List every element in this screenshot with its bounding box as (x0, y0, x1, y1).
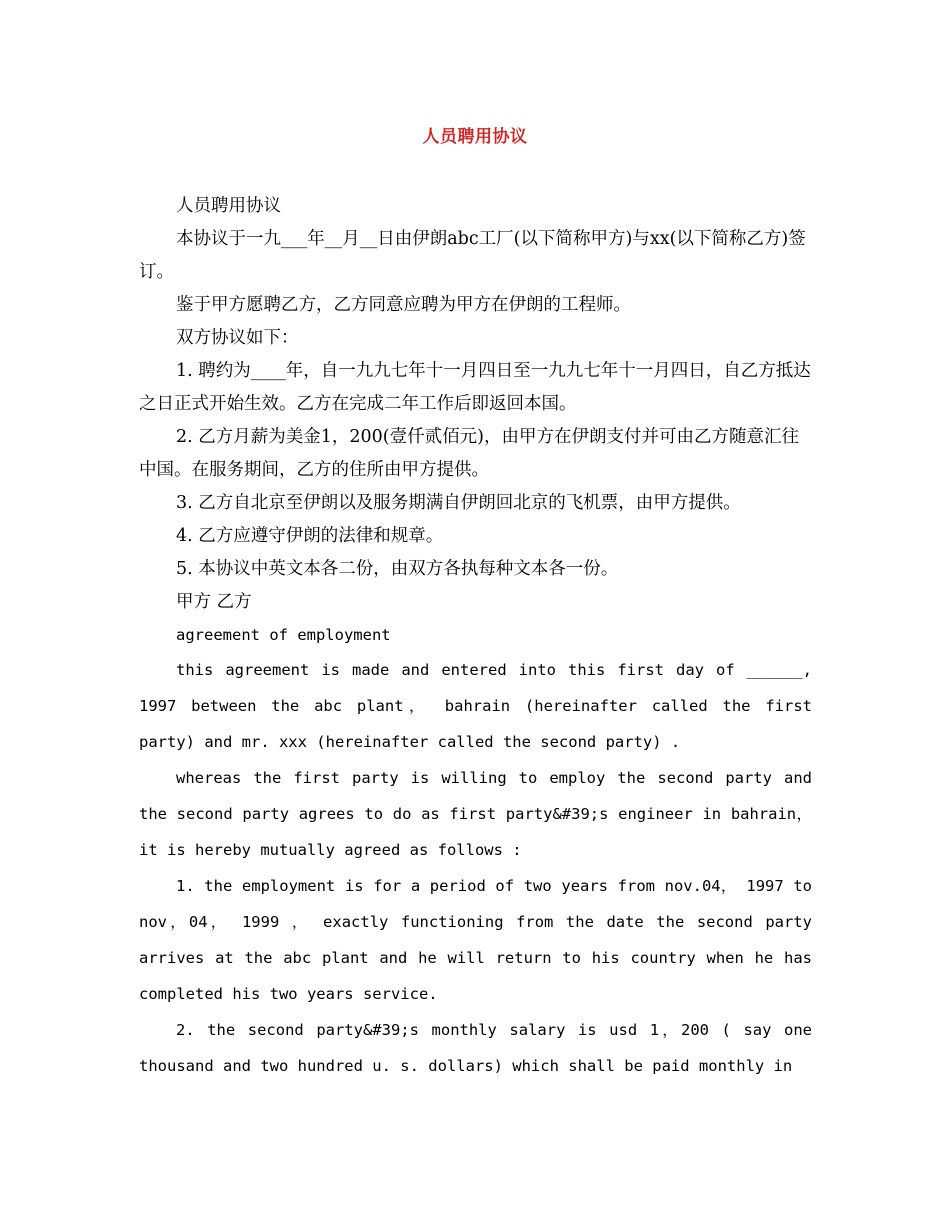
en-heading: agreement of employment (176, 626, 391, 644)
document-body (139, 190, 812, 1084)
cn-paragraph-whereas: 鉴于甲方愿聘乙方，乙方同意应聘为甲方在伊朗的工程师。 (176, 295, 631, 315)
document-title: 人员聘用协议 (422, 127, 528, 147)
cn-clause-3: 3. 乙方自北京至伊朗以及服务期满自伊朗回北京的飞机票，由甲方提供。 (176, 493, 741, 513)
en-clause-2: 2. the second party&#39;s monthly salary is usd 1，200 ( say one thousand and two hundred u. s. dollars) which shall be paid monthly in (139, 1021, 812, 1075)
en-clause-1: 1. the employment is for a period of two years from nov.04， 1997 to nov，04， 1999 ， exactly functioning from the date the second party arrives at the abc plant and he will return to his country when he has completed his two years service. (139, 877, 812, 1003)
cn-heading: 人员聘用协议 (176, 196, 281, 216)
cn-clause-4: 4. 乙方应遵守伊朗的法律和规章。 (176, 526, 444, 546)
cn-signatures: 甲方 乙方 (176, 592, 252, 612)
cn-clause-2: 2. 乙方月薪为美金1，200(壹仟贰佰元)，由甲方在伊朗支付并可由乙方随意汇往中国。在服务期间，乙方的住所由甲方提供。 (139, 427, 799, 480)
cn-clause-5: 5. 本协议中英文本各二份，由双方各执每种文本各一份。 (176, 559, 619, 579)
cn-clause-1: 1. 聘约为____年，自一九九七年十一月四日至一九九七年十一月四日，自乙方抵达之日正式开始生效。乙方在完成二年工作后即返回本国。 (139, 361, 811, 414)
cn-paragraph-intro: 本协议于一九___年__月__日由伊朗abc工厂(以下简称甲方)与xx(以下简称乙方)签订。 (139, 229, 806, 282)
en-paragraph-whereas: whereas the first party is willing to employ the second party and the second party agrees to do as first party&#39;s engineer in bahrain， it is hereby mutually agreed as follows : (139, 769, 812, 859)
en-paragraph-intro: this agreement is made and entered into this first day of ______, 1997 between the abc plant， bahrain (hereinafter called the first party) and mr. xxx (hereinafter called the second party) . (139, 661, 812, 751)
cn-paragraph-agreed: 双方协议如下： (176, 328, 299, 348)
